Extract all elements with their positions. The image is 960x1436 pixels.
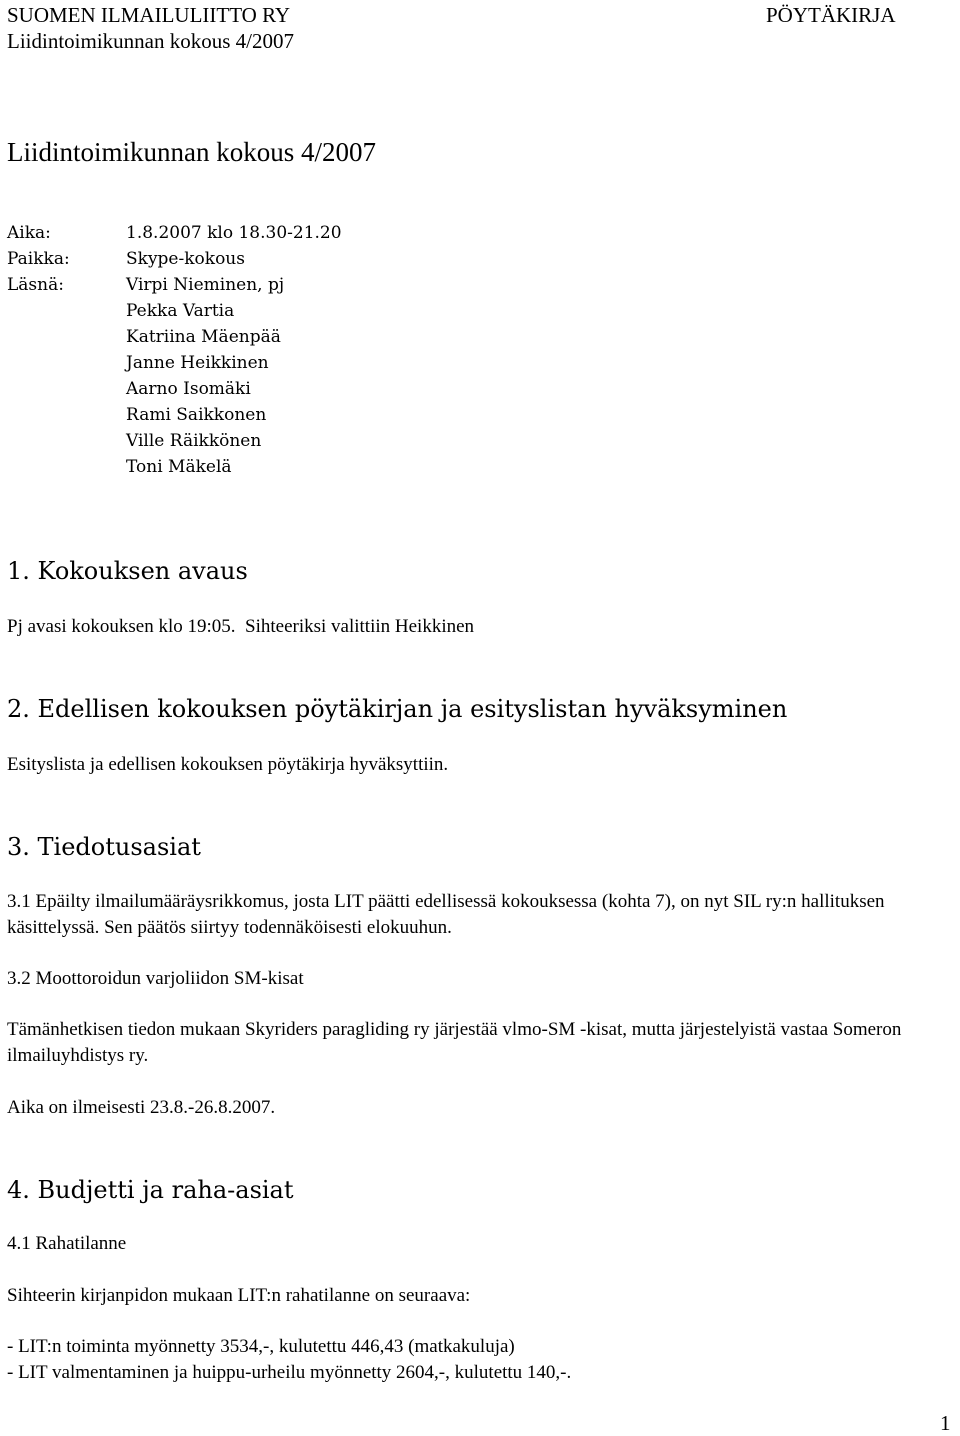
time-label: Aika: xyxy=(7,223,51,243)
org-name: SUOMEN ILMAILULIITTO RY xyxy=(7,3,291,27)
attendee: Aarno Isomäki xyxy=(126,379,251,399)
doc-type: PÖYTÄKIRJA xyxy=(766,3,896,27)
attendee: Rami Saikkonen xyxy=(126,405,267,425)
attendee: Virpi Nieminen, pj xyxy=(126,275,285,295)
time-value: 1.8.2007 klo 18.30-21.20 xyxy=(126,223,342,243)
attendee: Pekka Vartia xyxy=(126,301,235,321)
page-number: 1 xyxy=(940,1411,951,1435)
attendee: Toni Mäkelä xyxy=(126,457,232,477)
place-label: Paikka: xyxy=(7,249,70,269)
section-1-heading: 1. Kokouksen avaus xyxy=(7,557,248,585)
budget-item: - LIT:n toiminta myönnetty 3534,-, kulutettu 446,43 (matkakuluja) xyxy=(7,1336,515,1357)
page-title: Liidintoimikunnan kokous 4/2007 xyxy=(7,137,376,167)
section-3-paragraph-3: Aika on ilmeisesti 23.8.-26.8.2007. xyxy=(7,1097,276,1118)
budget-item: - LIT valmentaminen ja huippu-urheilu myönnetty 2604,-, kulutettu 140,-. xyxy=(7,1362,572,1383)
section-2-heading: 2. Edellisen kokouksen pöytäkirjan ja esityslistan hyväksyminen xyxy=(7,695,788,723)
attendee: Janne Heikkinen xyxy=(126,353,269,373)
place-value: Skype-kokous xyxy=(126,249,245,269)
section-3-paragraph-2: Tämänhetkisen tiedon mukaan Skyriders paragliding ry järjestää vlmo-SM -kisat, mutta järjestelyistä vastaa Someron ilmailuyhdistys ry. xyxy=(7,1019,902,1066)
section-4-text: Sihteerin kirjanpidon mukaan LIT:n rahatilanne on seuraava: xyxy=(7,1285,471,1306)
section-3-paragraph-1: 3.1 Epäilty ilmailumääräysrikkomus, josta LIT päätti edellisessä kokouksessa (kohta 7), on nyt SIL ry:n hallituksen käsittelyssä. Sen päätös siirtyy todennäköisesti elokuuhun. xyxy=(7,891,885,938)
section-3-heading: 3. Tiedotusasiat xyxy=(7,833,201,861)
section-2-text: Esityslista ja edellisen kokouksen pöytäkirja hyväksyttiin. xyxy=(7,754,449,775)
section-4-subheading: 4.1 Rahatilanne xyxy=(7,1233,127,1254)
attendee: Katriina Mäenpää xyxy=(126,327,281,347)
section-3-subheading: 3.2 Moottoroidun varjoliidon SM-kisat xyxy=(7,968,304,989)
section-4-heading: 4. Budjetti ja raha-asiat xyxy=(7,1176,294,1204)
header-meeting: Liidintoimikunnan kokous 4/2007 xyxy=(7,29,294,53)
present-label: Läsnä: xyxy=(7,275,64,295)
meeting-meta xyxy=(0,220,600,480)
section-1-text: Pj avasi kokouksen klo 19:05. Sihteeriksi valittiin Heikkinen xyxy=(7,616,475,637)
attendee: Ville Räikkönen xyxy=(126,431,262,451)
